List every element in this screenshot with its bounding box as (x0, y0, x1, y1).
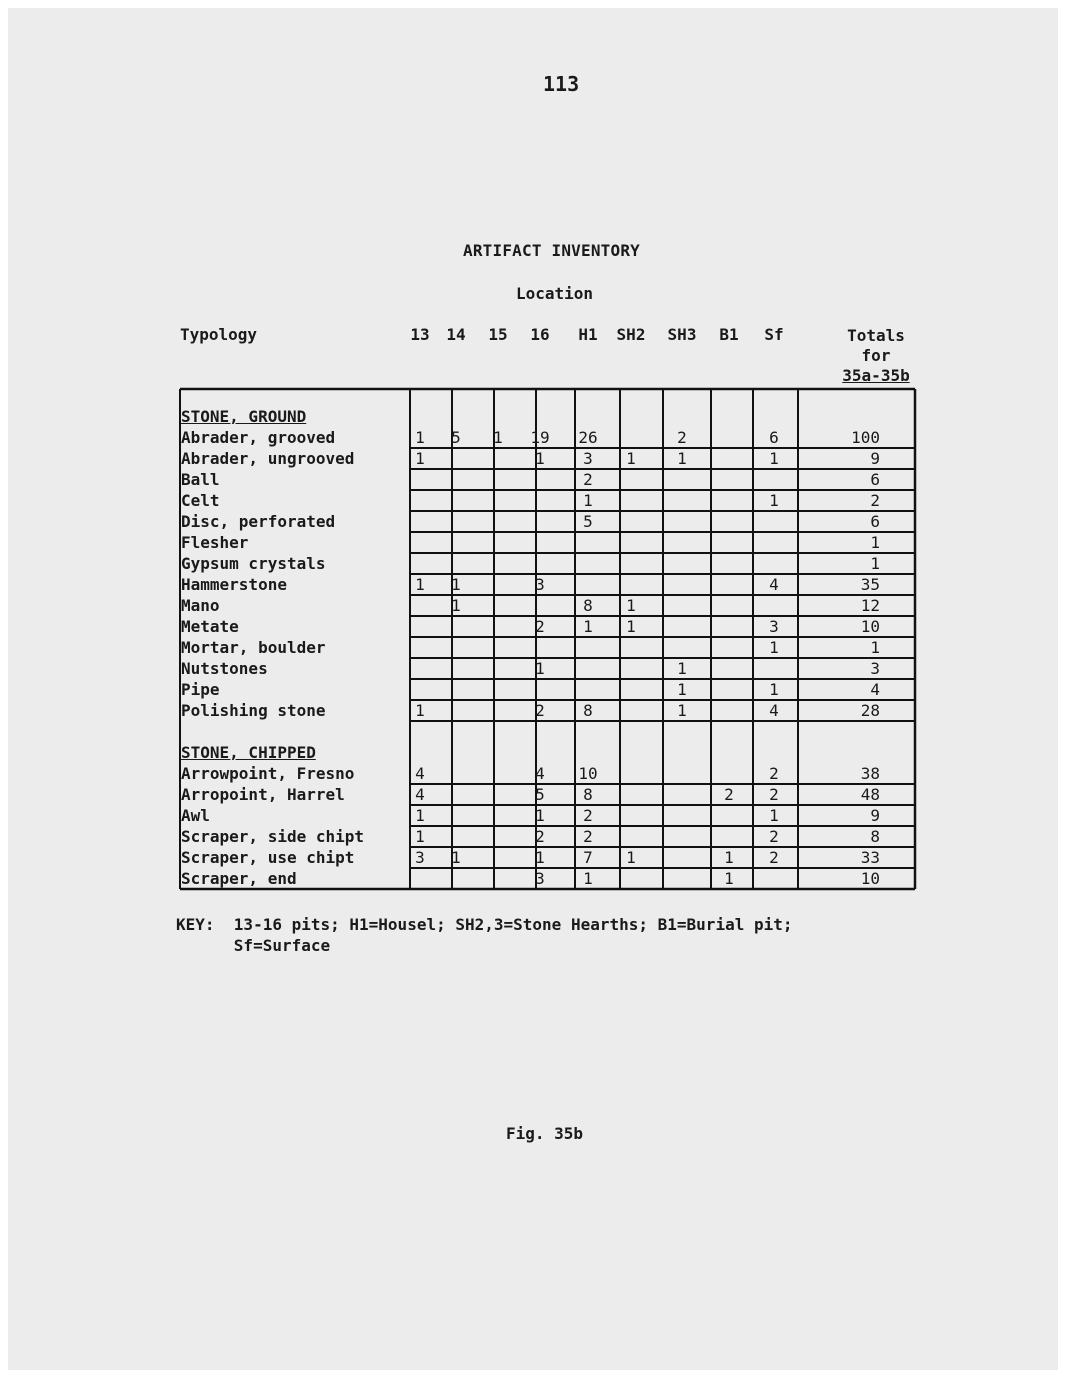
table-cell: 4 (535, 764, 545, 783)
table-cell: 1 (626, 617, 636, 636)
table-cell: 1 (626, 848, 636, 867)
table-cell (759, 532, 789, 553)
table-cell (405, 553, 435, 574)
table-cell (405, 658, 435, 679)
table-cell: 8 (583, 596, 593, 615)
table-cell (573, 637, 603, 658)
row-label: Gypsum crystals (181, 554, 326, 573)
key-legend (176, 914, 793, 956)
table-cell (525, 532, 555, 553)
column-header: Sf (764, 325, 784, 344)
table-cell (759, 553, 789, 574)
table-cell: 2 (583, 470, 593, 489)
table-cell: 1 (583, 869, 593, 888)
table-cell (441, 553, 471, 574)
column-header: SH2 (616, 325, 646, 344)
table-cell (667, 574, 697, 595)
table-cell (714, 616, 744, 637)
table-cell (714, 658, 744, 679)
table-cell (714, 490, 744, 511)
table-cell (616, 553, 646, 574)
table-cell: 4 (769, 575, 779, 594)
table-cell: 3 (535, 575, 545, 594)
row-total: 2 (870, 491, 880, 510)
table-cell: 19 (530, 428, 550, 447)
table-cell (441, 637, 471, 658)
table-cell: 1 (415, 806, 425, 825)
table-cell: 2 (769, 785, 779, 804)
row-label: Scraper, end (181, 869, 297, 888)
table-cell: 3 (583, 449, 593, 468)
table-cell (441, 658, 471, 679)
row-label: Disc, perforated (181, 512, 336, 531)
row-total: 33 (860, 848, 880, 867)
column-header: H1 (578, 325, 598, 344)
table-cell: 4 (415, 785, 425, 804)
table-cell (483, 847, 513, 868)
row-total: 6 (870, 470, 880, 489)
table-cell (616, 532, 646, 553)
table-cell (441, 448, 471, 469)
row-total: 1 (870, 638, 880, 657)
row-label: Mortar, boulder (181, 638, 326, 657)
totals-header-line: 35a-35b (842, 366, 910, 385)
row-total: 1 (870, 554, 880, 573)
document-title: ARTIFACT INVENTORY (463, 241, 640, 260)
row-label: Nutstones (181, 659, 268, 678)
table-cell (667, 763, 697, 784)
row-total: 10 (860, 617, 880, 636)
table-cell (483, 868, 513, 889)
table-cell (483, 553, 513, 574)
column-header: B1 (719, 325, 739, 344)
row-total: 3 (870, 659, 880, 678)
table-cell (441, 784, 471, 805)
row-total: 38 (860, 764, 880, 783)
table-cell: 1 (583, 617, 593, 636)
column-header: 16 (530, 325, 550, 344)
table-cell (483, 574, 513, 595)
table-cell (714, 469, 744, 490)
key-label: KEY: (176, 915, 215, 934)
row-label: Flesher (181, 533, 249, 552)
table-cell: 2 (677, 428, 687, 447)
row-total: 35 (860, 575, 880, 594)
table-cell: 1 (583, 491, 593, 510)
table-cell (483, 616, 513, 637)
table-cell (573, 553, 603, 574)
table-cell: 1 (677, 659, 687, 678)
section-title: STONE, GROUND (181, 407, 307, 426)
row-total: 1 (870, 533, 880, 552)
table-cell (667, 490, 697, 511)
table-cell (405, 490, 435, 511)
table-cell (667, 826, 697, 847)
row-total: 10 (860, 869, 880, 888)
key-line-2: Sf=Surface (233, 936, 331, 955)
table-cell (616, 763, 646, 784)
table-cell: 1 (535, 449, 545, 468)
table-cell (483, 448, 513, 469)
table-cell: 1 (415, 827, 425, 846)
table-cell: 1 (535, 806, 545, 825)
table-cell (441, 616, 471, 637)
column-header: 15 (488, 325, 508, 344)
table-cell: 3 (769, 617, 779, 636)
table-cell: 1 (451, 848, 461, 867)
column-header: SH3 (667, 325, 697, 344)
table-cell (616, 700, 646, 721)
table-cell (714, 763, 744, 784)
table-cell: 1 (415, 575, 425, 594)
table-cell (441, 679, 471, 700)
table-cell (441, 511, 471, 532)
table-cell (405, 511, 435, 532)
table-cell (525, 490, 555, 511)
table-cell: 1 (626, 449, 636, 468)
table-cell (483, 637, 513, 658)
table-cell (441, 805, 471, 826)
table-cell: 1 (535, 848, 545, 867)
table-cell: 2 (535, 827, 545, 846)
table-cell: 5 (451, 428, 461, 447)
table-cell (667, 637, 697, 658)
row-label: Awl (181, 806, 210, 825)
table-cell: 1 (415, 701, 425, 720)
row-label: Abrader, ungrooved (181, 449, 355, 468)
table-cell (525, 595, 555, 616)
row-label: Arropoint, Harrel (181, 785, 345, 804)
table-cell (759, 595, 789, 616)
table-cell (714, 595, 744, 616)
table-cell (483, 805, 513, 826)
table-cell (616, 637, 646, 658)
table-cell: 1 (626, 596, 636, 615)
row-label: Ball (181, 470, 220, 489)
table-cell (667, 511, 697, 532)
table-cell: 2 (724, 785, 734, 804)
table-cell: 8 (583, 785, 593, 804)
column-header: 14 (446, 325, 466, 344)
table-cell (616, 490, 646, 511)
row-total: 48 (860, 785, 880, 804)
table-cell (616, 784, 646, 805)
table-cell (483, 532, 513, 553)
table-cell (483, 595, 513, 616)
table-cell (616, 469, 646, 490)
table-cell (441, 763, 471, 784)
table-cell (759, 511, 789, 532)
table-cell: 1 (769, 638, 779, 657)
table-cell: 1 (415, 449, 425, 468)
table-cell (441, 826, 471, 847)
row-label: Hammerstone (181, 575, 287, 594)
table-cell (525, 679, 555, 700)
row-label: Celt (181, 491, 220, 510)
table-cell (525, 553, 555, 574)
table-cell (441, 700, 471, 721)
totals-header (826, 326, 926, 386)
table-cell (616, 574, 646, 595)
table-cell: 1 (415, 428, 425, 447)
table-cell (714, 679, 744, 700)
table-cell (483, 700, 513, 721)
table-cell: 2 (769, 827, 779, 846)
table-cell: 2 (535, 617, 545, 636)
table-cell (714, 826, 744, 847)
table-cell: 1 (769, 680, 779, 699)
table-cell: 1 (677, 680, 687, 699)
row-label: Scraper, use chipt (181, 848, 355, 867)
table-cell (573, 532, 603, 553)
table-cell (667, 469, 697, 490)
table-cell (714, 448, 744, 469)
table-cell: 1 (724, 869, 734, 888)
table-cell: 5 (583, 512, 593, 531)
table-cell: 5 (535, 785, 545, 804)
table-cell (483, 490, 513, 511)
table-cell (616, 658, 646, 679)
table-cell (483, 826, 513, 847)
typology-header: Typology (180, 325, 258, 344)
table-cell (667, 532, 697, 553)
table-cell (525, 511, 555, 532)
table-cell: 2 (769, 848, 779, 867)
totals-header-line: Totals (847, 326, 905, 345)
table-cell: 2 (583, 806, 593, 825)
table-cell: 7 (583, 848, 593, 867)
table-cell: 26 (578, 428, 598, 447)
section-title: STONE, CHIPPED (181, 743, 316, 762)
table-cell (714, 553, 744, 574)
key-line-1: 13-16 pits; H1=Housel; SH2,3=Stone Hearths; B1=Burial pit; (233, 915, 793, 934)
figure-label: Fig. 35b (506, 1124, 584, 1143)
table-cell (573, 658, 603, 679)
table-cell: 1 (535, 659, 545, 678)
row-total: 9 (870, 806, 880, 825)
table-cell: 4 (415, 764, 425, 783)
table-cell: 1 (769, 806, 779, 825)
table-cell: 1 (677, 701, 687, 720)
row-total: 12 (860, 596, 880, 615)
table-cell: 2 (769, 764, 779, 783)
table-cell: 1 (677, 449, 687, 468)
table-cell (616, 805, 646, 826)
table-cell (714, 574, 744, 595)
location-subtitle: Location (516, 284, 594, 303)
table-cell (441, 490, 471, 511)
table-cell (405, 868, 435, 889)
table-cell: 10 (578, 764, 598, 783)
table-cell (667, 868, 697, 889)
table-cell: 3 (415, 848, 425, 867)
table-cell (667, 616, 697, 637)
table-cell (759, 658, 789, 679)
table-cell (573, 679, 603, 700)
table-cell (616, 868, 646, 889)
row-label: Polishing stone (181, 701, 326, 720)
table-cell: 6 (769, 428, 779, 447)
table-cell (667, 595, 697, 616)
table-cell (483, 658, 513, 679)
column-header: 13 (410, 325, 430, 344)
row-label: Mano (181, 596, 220, 615)
table-cell (714, 637, 744, 658)
table-cell (667, 784, 697, 805)
row-total: 8 (870, 827, 880, 846)
table-cell: 2 (535, 701, 545, 720)
table-cell: 1 (451, 596, 461, 615)
table-cell: 4 (769, 701, 779, 720)
table-cell: 2 (583, 827, 593, 846)
table-cell (405, 616, 435, 637)
table-cell (616, 826, 646, 847)
row-label: Scraper, side chipt (181, 827, 365, 846)
row-label: Arrowpoint, Fresno (181, 764, 355, 783)
table-cell (714, 427, 744, 448)
table-cell (405, 637, 435, 658)
table-cell (714, 532, 744, 553)
table-cell (525, 469, 555, 490)
table-cell (483, 511, 513, 532)
table-cell (441, 532, 471, 553)
row-label: Abrader, grooved (181, 428, 336, 447)
table-cell: 1 (769, 449, 779, 468)
table-cell (483, 784, 513, 805)
table-cell (441, 868, 471, 889)
table-cell (616, 427, 646, 448)
table-cell (405, 532, 435, 553)
table-cell (405, 679, 435, 700)
row-total: 6 (870, 512, 880, 531)
table-cell (616, 511, 646, 532)
table-cell (714, 700, 744, 721)
table-cell (405, 469, 435, 490)
document-page (8, 8, 1058, 1370)
table-cell (483, 679, 513, 700)
table-cell: 1 (493, 428, 503, 447)
table-cell: 1 (724, 848, 734, 867)
table-cell (483, 763, 513, 784)
table-cell (667, 847, 697, 868)
totals-header-line: for (861, 346, 891, 365)
table-cell (714, 805, 744, 826)
table-cell: 1 (451, 575, 461, 594)
table-cell (714, 511, 744, 532)
table-cell (667, 553, 697, 574)
table-cell (667, 805, 697, 826)
table-cell (441, 469, 471, 490)
page-number: 113 (543, 72, 580, 96)
table-cell (405, 595, 435, 616)
table-cell (759, 469, 789, 490)
table-cell: 1 (769, 491, 779, 510)
table-cell (759, 868, 789, 889)
table-cell: 3 (535, 869, 545, 888)
table-cell: 8 (583, 701, 593, 720)
table-cell (483, 469, 513, 490)
row-total: 28 (860, 701, 880, 720)
row-label: Metate (181, 617, 239, 636)
table-cell (573, 574, 603, 595)
row-total: 4 (870, 680, 880, 699)
row-label: Pipe (181, 680, 220, 699)
row-total: 9 (870, 449, 880, 468)
row-total: 100 (851, 428, 880, 447)
table-cell (616, 679, 646, 700)
table-cell (525, 637, 555, 658)
